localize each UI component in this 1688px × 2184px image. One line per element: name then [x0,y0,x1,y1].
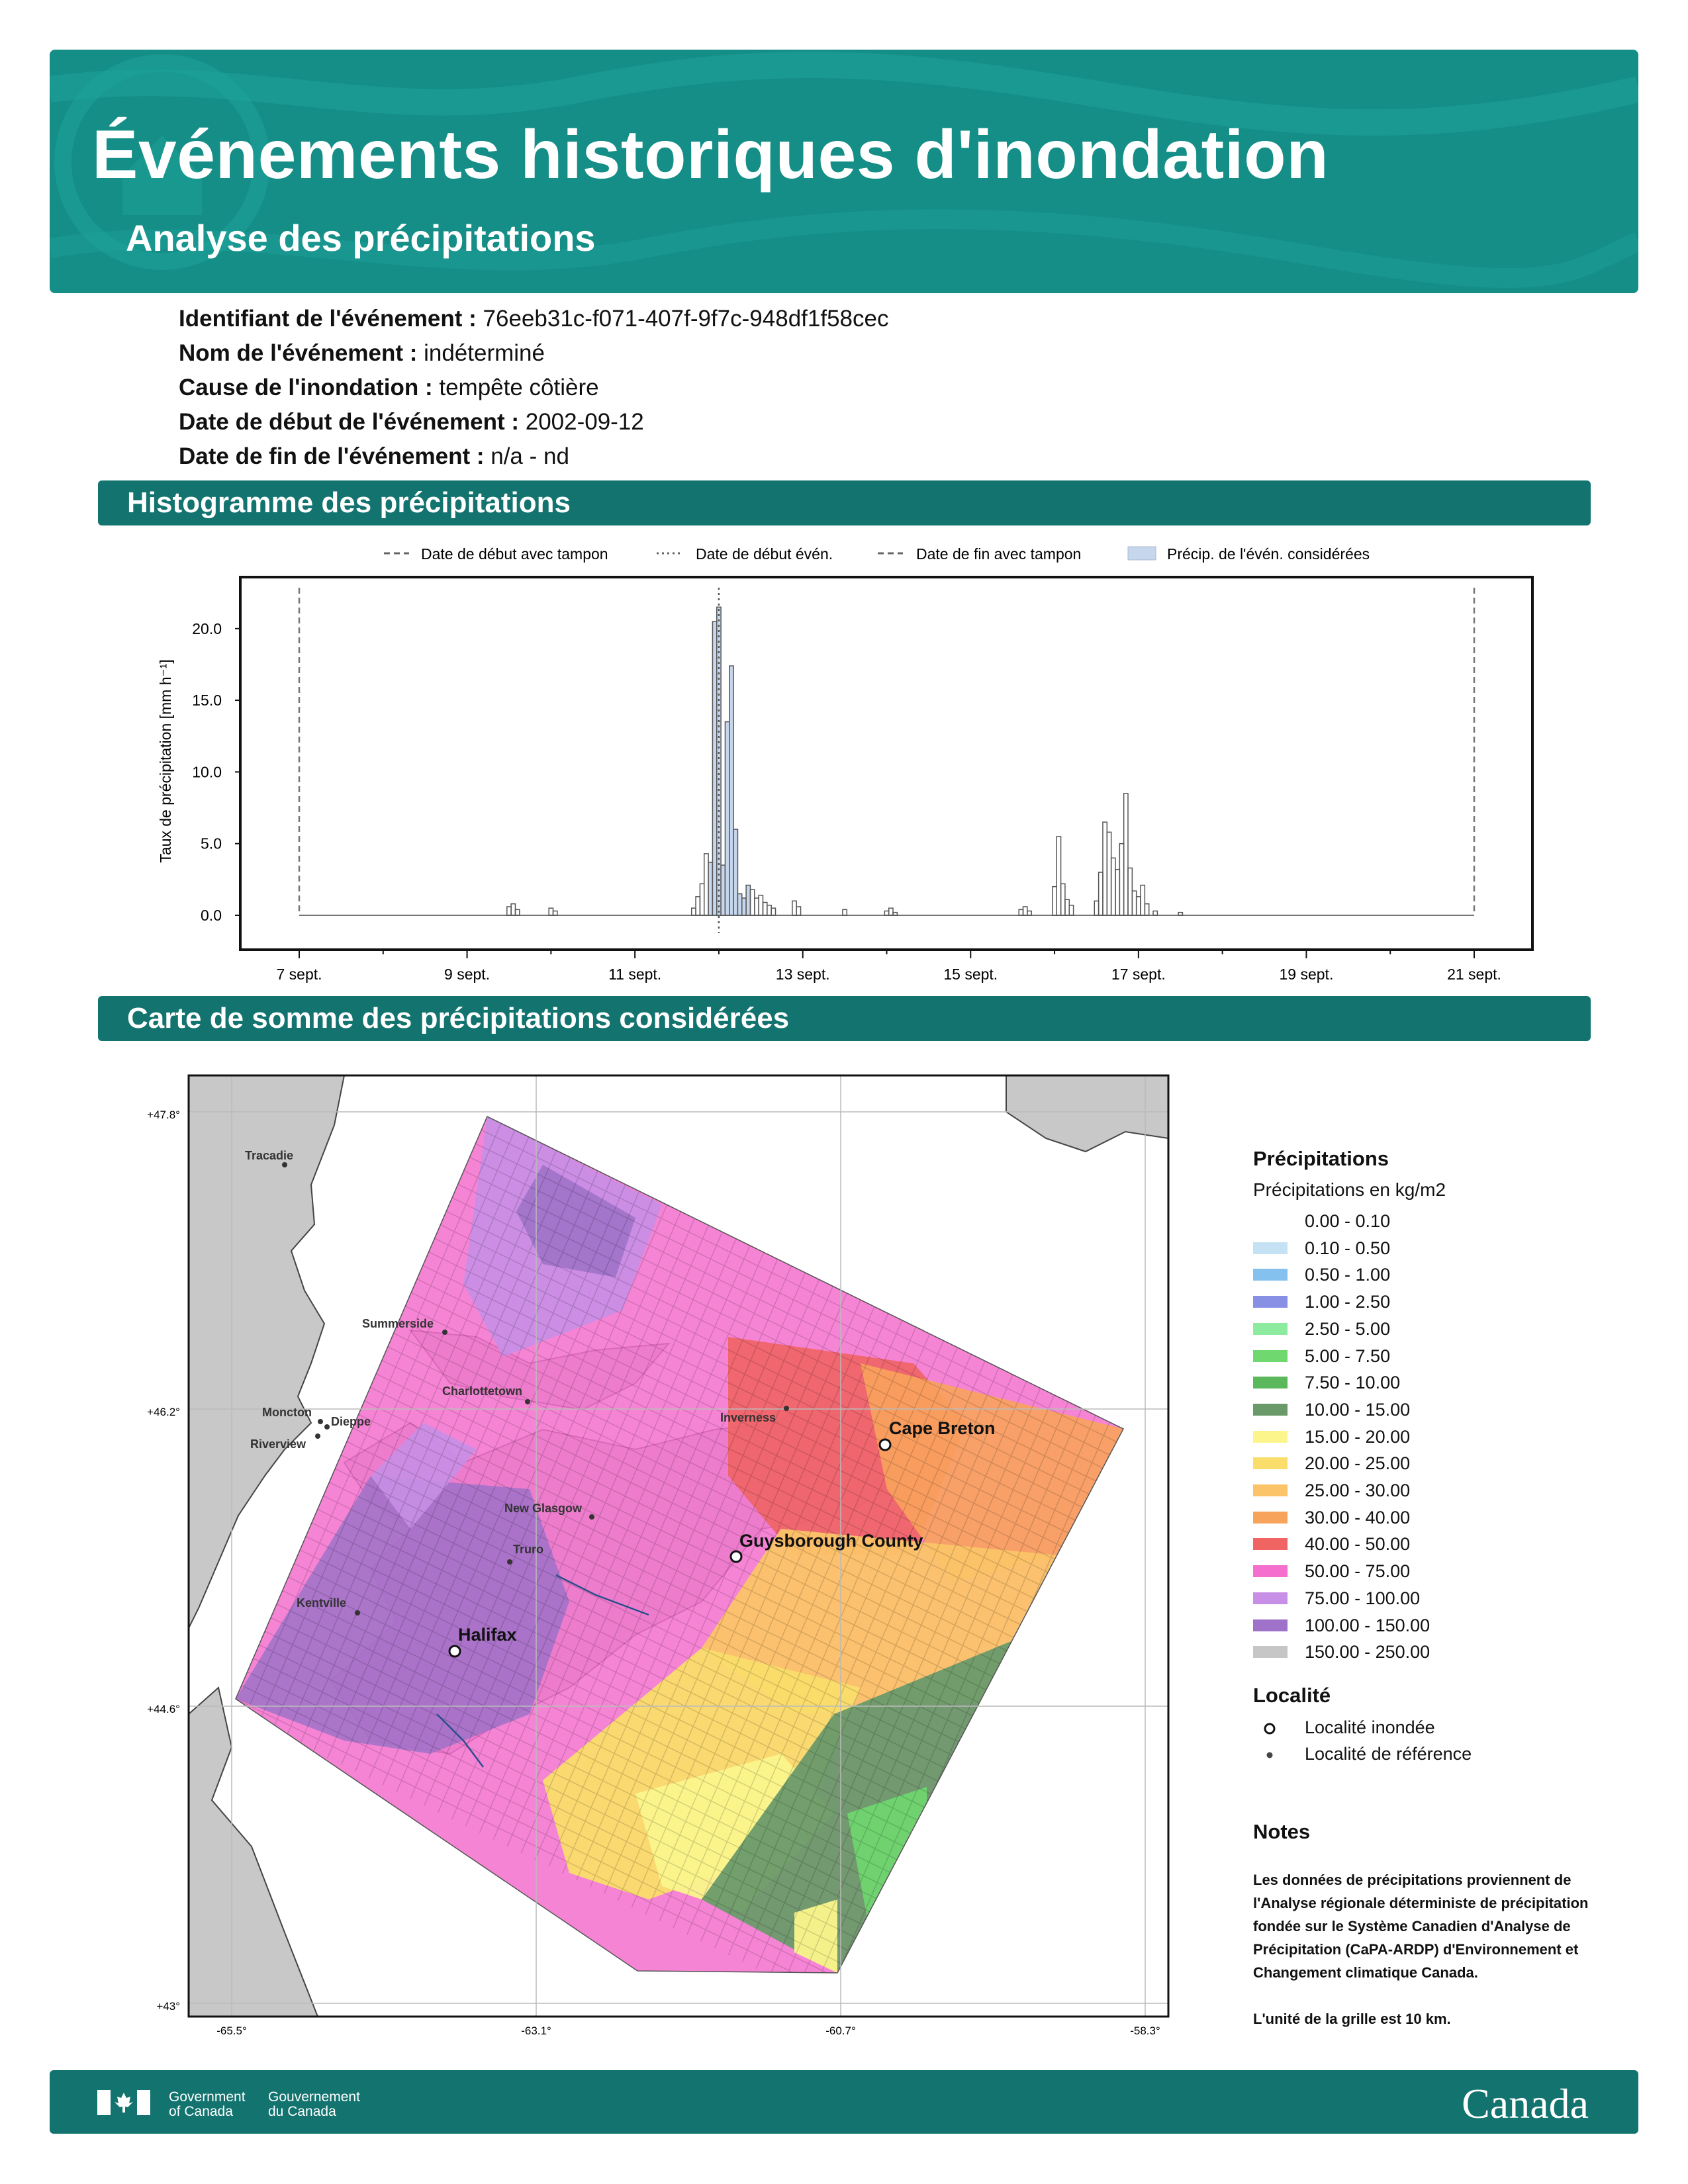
y-axis-label: Taux de précipitation [mm h⁻¹] [157,659,174,863]
event-start-row [179,409,644,435]
histogram-bar [759,895,763,915]
histogram-bar [511,904,515,915]
histogram-bar [1141,886,1145,915]
reference-locality-icon [1262,1748,1277,1762]
histogram-bar [763,903,767,915]
histogram-bar [1094,901,1098,915]
legend-precip-title: Précipitations [1253,1147,1389,1170]
legend-bin-label: 30.00 - 40.00 [1305,1507,1411,1527]
map-section-title: Carte de somme des précipitations considérées [127,1002,790,1034]
legend-swatch [1253,1269,1288,1281]
legend-swatch [1253,1404,1288,1416]
place-inverness: Inverness [720,1411,776,1424]
place-guysborough-county: Guysborough County [739,1531,923,1551]
event-name-value: indéterminé [424,340,545,366]
histogram-bar [733,829,737,915]
event-name-row [179,340,545,367]
lat-tick-44.6: +44.6° [147,1703,180,1715]
legend-bin-label: 75.00 - 100.00 [1305,1588,1421,1608]
histogram-bar [1178,913,1182,915]
lat-tick-46.2: +46.2° [147,1406,180,1418]
histogram-bar [889,908,893,915]
histogram-bar [1069,905,1073,915]
histogram-bar [515,909,519,915]
legend-bin-label: 150.00 - 250.00 [1305,1642,1430,1662]
histogram-bar [712,621,716,915]
histogram-bar [767,905,771,915]
lon-tick-65.5: -65.5° [216,2025,247,2037]
legend-swatch [1253,1377,1288,1388]
legend-bin-label: 15.00 - 20.00 [1305,1426,1411,1447]
legend-bin-label: 20.00 - 25.00 [1305,1453,1411,1474]
legend-swatch [1253,1350,1288,1362]
legend-swatch [1253,1538,1288,1550]
histogram-legend [384,545,1370,563]
legend-bin-label: 0.10 - 0.50 [1305,1238,1391,1258]
gov-fr-line2: du Canada [268,2104,336,2119]
event-end-label: Date de fin de l'événement : [179,443,485,469]
place-halifax: Halifax [458,1625,517,1645]
legend-bin-label: 7.50 - 10.00 [1305,1373,1401,1393]
gov-fr [268,2090,360,2119]
legend-bin-label: 100.00 - 150.00 [1305,1615,1430,1635]
histogram-bar [1056,837,1060,915]
event-id-value: 76eeb31c-f071-407f-9f7c-948df1f58cec [483,306,889,332]
page-title: Événements historiques d'inondation [92,116,1329,193]
legend-bin-label: 0.00 - 0.10 [1305,1211,1391,1231]
histogram-bar [746,886,750,915]
event-end-row [179,443,569,470]
footer [50,2070,1638,2134]
x-tick-label: 19 sept. [1279,966,1334,983]
event-name-label: Nom de l'événement : [179,340,418,366]
lon-tick-63.1: -63.1° [521,2025,551,2037]
legend-bin-label: 2.50 - 5.00 [1305,1318,1391,1339]
histogram-bar [796,907,800,915]
histogram-bar [792,901,796,915]
legend-bin-label: 50.00 - 75.00 [1305,1561,1411,1582]
event-cause-row [179,375,599,401]
event-start-value: 2002-09-12 [525,409,644,435]
histogram-bar [737,894,741,915]
legend-precip-subtitle: Précipitations en kg/m2 [1253,1179,1446,1200]
place-moncton: Moncton [262,1406,312,1419]
legend-swatch [1253,1646,1288,1658]
x-tick-label: 9 sept. [444,966,491,983]
legend-swatch [1253,1592,1288,1604]
histogram-bar [1053,887,1056,915]
lat-tick-43: +43° [156,2000,180,2013]
legend-swatch [1253,1565,1288,1577]
legend-start-buffer: Date de début avec tampon [421,545,608,563]
x-tick-label: 21 sept. [1447,966,1501,983]
legend-bin-label: 5.00 - 7.50 [1305,1345,1391,1366]
notes-body [1253,1868,1611,2030]
histogram-bar [750,889,754,915]
y-tick-label: 10.0 [192,763,222,781]
legend-end-buffer: Date de fin avec tampon [916,545,1082,563]
legend-event-start: Date de début évén. [696,545,833,563]
map-section-bar [98,996,1591,1041]
x-tick-label: 15 sept. [943,966,998,983]
histogram-bar [708,862,712,915]
legend-swatch [1253,1457,1288,1469]
plot-frame [240,577,1532,950]
histogram-bar [893,913,897,915]
notes-grid: L'unité de la grille est 10 km. [1253,2011,1451,2027]
x-tick-label: 17 sept. [1111,966,1166,983]
legend-flooded-label: Localité inondée [1305,1717,1435,1737]
gov-fr-line1: Gouvernement [268,2089,360,2105]
x-tick-label: 11 sept. [608,966,662,983]
place-new-glasgow: New Glasgow [504,1502,583,1515]
precipitation-histogram [0,523,1688,999]
place-dieppe: Dieppe [331,1415,371,1428]
histogram-section-bar [98,480,1591,525]
place-tracadie: Tracadie [245,1149,294,1162]
histogram-bar [1019,909,1023,915]
y-tick-label: 20.0 [192,619,222,637]
histogram-bar [843,909,847,915]
histogram-bar [1124,794,1128,915]
precipitation-map [0,1052,1225,2058]
x-tick-label: 13 sept. [775,966,830,983]
place-cape-breton: Cape Breton [889,1418,996,1438]
histogram-bar [771,908,775,915]
legend-reference-label: Localité de référence [1305,1744,1472,1764]
place-truro: Truro [513,1543,544,1556]
histogram-bar [1119,844,1123,915]
lon-tick-58.3: -58.3° [1130,2025,1160,2037]
place-riverview: Riverview [250,1437,306,1451]
event-end-value: n/a - nd [491,443,569,469]
legend-considered: Précip. de l'évén. considérées [1167,545,1370,563]
histogram-bar [700,884,704,915]
gov-en-line2: of Canada [169,2104,233,2119]
histogram-bar [1115,870,1119,915]
legend-bin-label: 1.00 - 2.50 [1305,1292,1391,1312]
histogram-bar [1061,884,1065,915]
histogram-bar [507,907,511,915]
legend-bin-label: 25.00 - 30.00 [1305,1480,1411,1500]
histogram-bar [729,666,733,915]
canada-flag-icon [97,2090,150,2115]
lat-tick-47.8: +47.8° [147,1109,180,1121]
histogram-bar [1145,904,1149,915]
histogram-bar [1023,907,1027,915]
y-tick-label: 0.0 [201,907,222,924]
y-tick-label: 5.0 [201,835,222,852]
histogram-bar [1103,822,1107,915]
histogram-bar [1128,868,1132,915]
histogram-bar [1065,899,1069,915]
y-tick-label: 15.0 [192,692,222,709]
histogram-bar [704,854,708,915]
legend-swatch [1253,1484,1288,1496]
histogram-bar [1137,897,1141,915]
canada-wordmark: Canada [1462,2080,1589,2127]
histogram-bar [549,908,553,915]
legend-swatch [1253,1431,1288,1443]
event-id-row [179,306,888,332]
histogram-bar [1111,858,1115,915]
notes-text: Les données de précipitations proviennent de l'Analyse régionale déterministe de précipitation fondée sur le Système Canadien d'Analyse de Précipitation (CaPA-ARDP) d'Environnement et Changement climatique Canada. [1253,1872,1589,1981]
histogram-bar [742,898,746,915]
histogram-bar [1107,832,1111,915]
histogram-bar [721,865,725,915]
x-tick-label: 7 sept. [276,966,322,983]
legend-swatch [1253,1619,1288,1631]
legend-swatch [1253,1323,1288,1335]
place-charlottetown: Charlottetown [442,1385,522,1398]
event-id-label: Identifiant de l'événement : [179,306,477,332]
event-cause-value: tempête côtière [439,375,599,400]
page-subtitle: Analyse des précipitations [126,217,596,259]
gov-en-line1: Government [169,2089,246,2105]
place-summerside: Summerside [362,1317,434,1330]
notes-title: Notes [1253,1820,1311,1843]
lon-tick-60.7: -60.7° [825,2025,856,2037]
gov-en [169,2090,246,2119]
histogram-section-title: Histogramme des précipitations [127,486,571,519]
legend-bin-label: 40.00 - 50.00 [1305,1534,1411,1555]
event-start-label: Date de début de l'événement : [179,409,519,435]
flooded-locality-icon [1262,1721,1277,1736]
histogram-bar [1099,872,1103,915]
legend-swatch [1253,1512,1288,1524]
histogram-bar [755,898,759,915]
histogram-bar [725,722,729,915]
legend-locality-title: Localité [1253,1684,1331,1707]
legend-swatch [1253,1242,1288,1254]
histogram-bar [1132,891,1136,915]
event-cause-label: Cause de l'inondation : [179,375,433,400]
legend-bin-label: 10.00 - 15.00 [1305,1399,1411,1420]
legend-bin-label: 0.50 - 1.00 [1305,1265,1391,1285]
header-banner [50,50,1638,293]
histogram-bar [692,908,696,915]
histogram-bar [696,897,700,915]
place-kentville: Kentville [297,1596,347,1610]
legend-swatch [1253,1296,1288,1308]
